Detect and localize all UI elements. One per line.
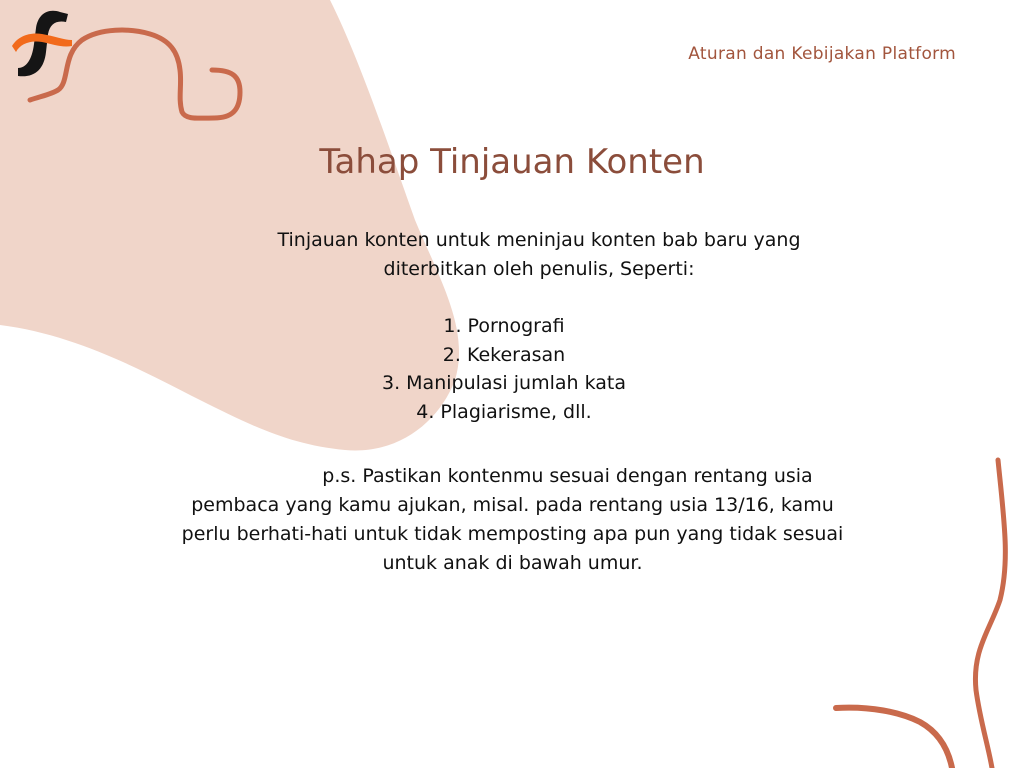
logo-icon (8, 4, 78, 80)
list-item: 4. Plagiarisme, dll. (416, 400, 592, 423)
note-paragraph (140, 462, 885, 578)
intro-line: diterbitkan oleh penulis, Seperti: (383, 258, 695, 280)
squiggle-line-bottom-curve (836, 708, 952, 768)
note-line: untuk anak di bawah umur. (382, 552, 643, 574)
note-line: pembaca yang kamu ajukan, misal. pada rentang usia 13/16, kamu (191, 494, 834, 516)
list-item: 3. Manipulasi jumlah kata (381, 372, 626, 394)
intro-paragraph (0, 226, 1024, 284)
note-line: perlu berhati-hati untuk tidak memposting apa pun yang tidak sesuai (181, 523, 844, 545)
note-line: p.s. Pastikan kontenmu sesuai dengan rentang usia (322, 465, 813, 487)
squiggle-line-bottom-right (975, 460, 1005, 768)
platform-policy-title: Aturan dan Kebijakan Platform (688, 44, 956, 64)
content-list (0, 312, 1008, 426)
list-item: 1. Pornografi (443, 315, 565, 337)
page-title: Tahap Tinjauan Konten (319, 142, 705, 182)
intro-line: Tinjauan konten untuk meninjau konten bab baru yang (277, 229, 801, 251)
list-item: 2. Kekerasan (442, 343, 566, 366)
